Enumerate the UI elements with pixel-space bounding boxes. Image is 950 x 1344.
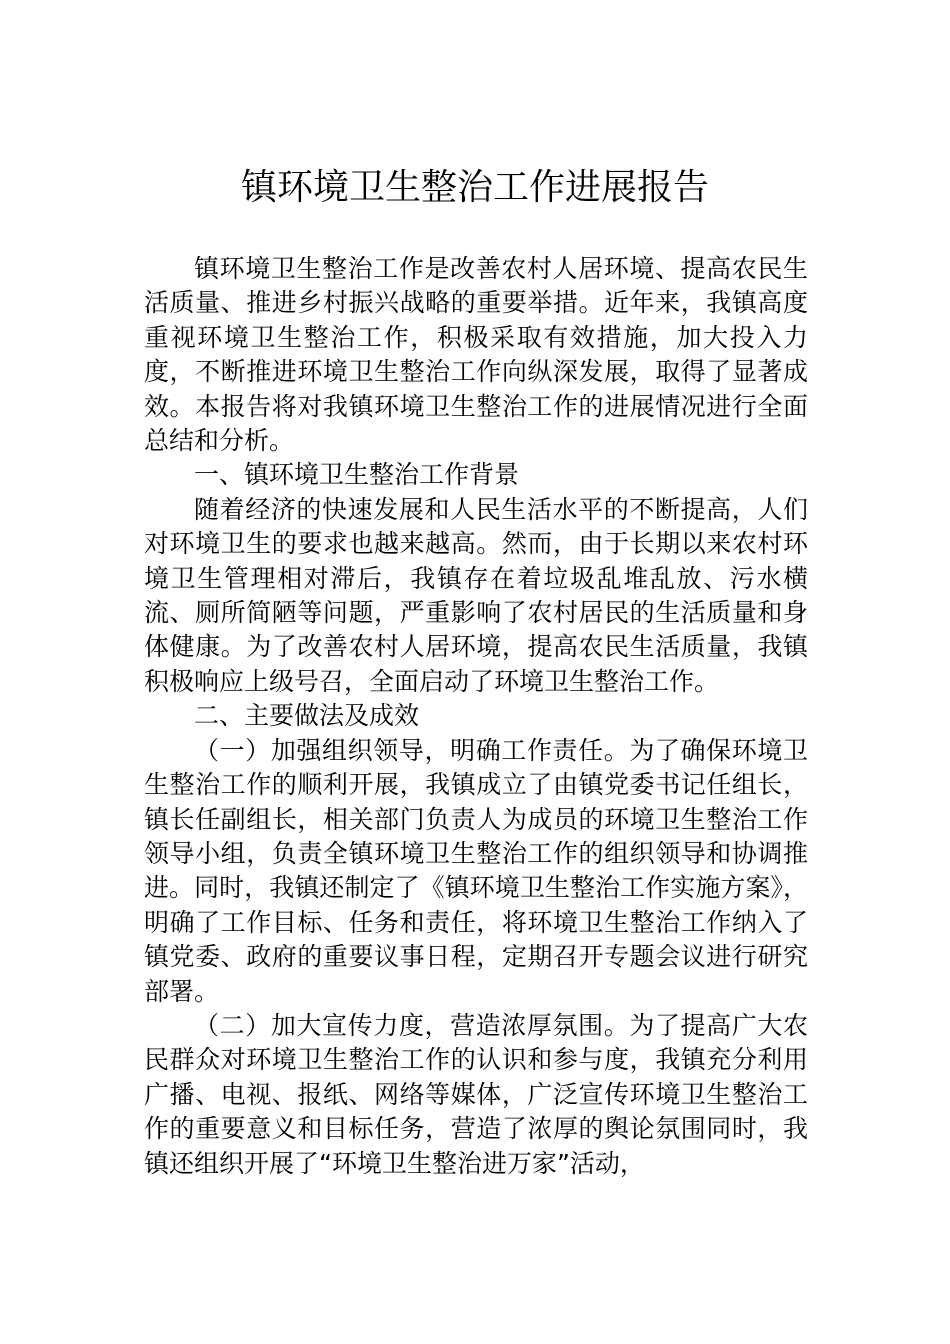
- document-title: 镇环境卫生整治工作进展报告: [240, 167, 709, 208]
- measure-paragraph-2: （二）加大宣传力度，营造浓厚氛围。为了提高广大农民群众对环境卫生整治工作的认识和参与度，我镇充分利用广播、电视、报纸、网络等媒体，广泛宣传环境卫生整治工作的重要意义和目标任务，营造了浓厚的舆论氛围同时，我镇还组织开展了“环境卫生整治进万家”活动，: [144, 1010, 808, 1178]
- intro-paragraph: 镇环境卫生整治工作是改善农村人居环境、提高农民生活质量、推进乡村振兴战略的重要举措。近年来，我镇高度重视环境卫生整治工作，积极采取有效措施，加大投入力度，不断推进环境卫生整治工作向纵深发展，取得了显著成效。本报告将对我镇环境卫生整治工作的进展情况进行全面总结和分析。: [144, 254, 808, 456]
- document-body: [144, 252, 808, 1181]
- section-heading-background: 一、镇环境卫生整治工作背景: [194, 460, 520, 490]
- background-paragraph: 随着经济的快速发展和人民生活水平的不断提高，人们对环境卫生的要求也越来越高。然而，由于长期以来农村环境卫生管理相对滞后，我镇存在着垃圾乱堆乱放、污水横流、厕所简陋等问题，严重影响了农村居民的生活质量和身体健康。为了改善农村人居环境，提高农民生活质量，我镇积极响应上级号召，全面启动了环境卫生整治工作。: [144, 494, 808, 696]
- measure-paragraph-1: （一）加强组织领导，明确工作责任。为了确保环境卫生整治工作的顺利开展，我镇成立了由镇党委书记任组长，镇长任副组长，相关部门负责人为成员的环境卫生整治工作领导小组，负责全镇环境卫生整治工作的组织领导和协调推进。同时，我镇还制定了《镇环境卫生整治工作实施方案》，明确了工作目标、任务和责任，将环境卫生整治工作纳入了镇党委、政府的重要议事日程，定期召开专题会议进行研究部署。: [144, 735, 808, 1006]
- section-heading-measures: 二、主要做法及成效: [194, 701, 420, 731]
